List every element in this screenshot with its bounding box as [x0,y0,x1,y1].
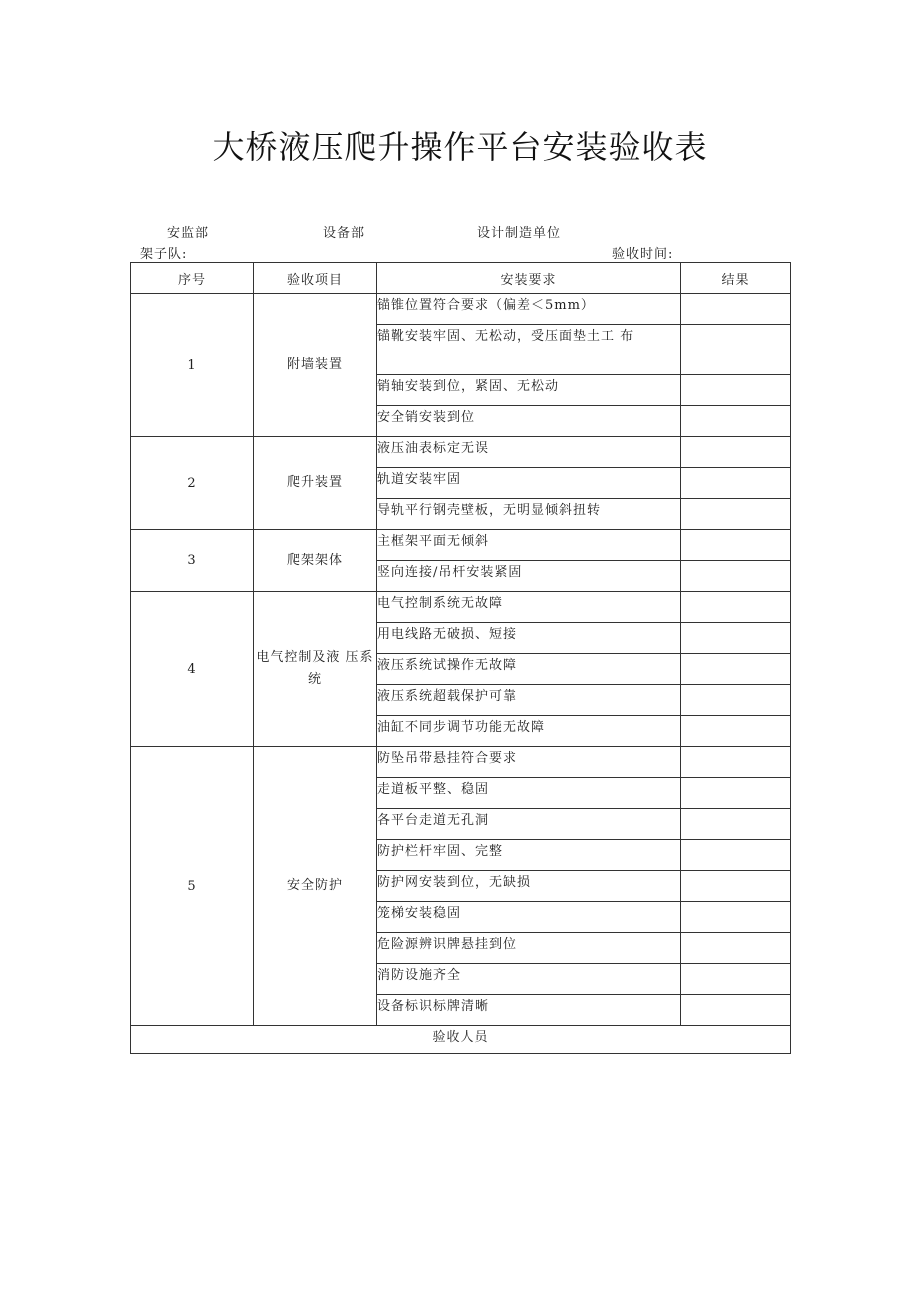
seq-cell: 1 [131,294,254,437]
result-cell[interactable] [681,325,791,375]
requirement-cell: 导轨平行钢壳壁板，无明显倾斜扭转 [377,499,681,530]
requirement-cell: 主框架平面无倾斜 [377,530,681,561]
result-cell[interactable] [681,294,791,325]
table-row [131,592,791,623]
result-cell[interactable] [681,964,791,995]
requirement-cell: 锚锥位置符合要求（偏差＜5mm） [377,294,681,325]
result-cell[interactable] [681,747,791,778]
requirement-cell: 笼梯安装稳固 [377,902,681,933]
requirement-cell: 防护栏杆牢固、完整 [377,840,681,871]
requirement-cell: 安全销安装到位 [377,406,681,437]
team-label: 架子队: [140,247,188,262]
result-cell[interactable] [681,685,791,716]
result-cell[interactable] [681,871,791,902]
dept-shebeibu-label: 设备部 [323,226,366,241]
result-cell[interactable] [681,778,791,809]
result-cell[interactable] [681,840,791,871]
requirement-cell: 锚靴安装牢固、无松动，受压面垫土工 布 [377,325,681,375]
table-row [131,294,791,325]
table-row [131,530,791,561]
requirement-cell: 各平台走道无孔洞 [377,809,681,840]
result-cell[interactable] [681,623,791,654]
requirement-cell: 防坠吊带悬挂符合要求 [377,747,681,778]
col-header-requirement: 安装要求 [377,263,681,294]
requirement-cell: 用电线路无破损、短接 [377,623,681,654]
seq-cell: 2 [131,437,254,530]
col-header-seq: 序号 [131,263,254,294]
table-row [131,747,791,778]
result-cell[interactable] [681,995,791,1026]
item-cell: 电气控制及液 压系统 [254,592,377,747]
table-footer-row [131,1026,791,1054]
seq-cell: 5 [131,747,254,1026]
requirement-cell: 液压油表标定无误 [377,437,681,468]
requirement-cell: 消防设施齐全 [377,964,681,995]
requirement-cell: 走道板平整、稳固 [377,778,681,809]
result-cell[interactable] [681,716,791,747]
result-cell[interactable] [681,654,791,685]
seq-cell: 4 [131,592,254,747]
acceptance-table [130,262,791,1054]
result-cell[interactable] [681,406,791,437]
result-cell[interactable] [681,933,791,964]
item-cell: 爬升装置 [254,437,377,530]
result-cell[interactable] [681,809,791,840]
requirement-cell: 轨道安装牢固 [377,468,681,499]
inspectors-label: 验收人员 [131,1026,791,1054]
acceptance-time-label: 验收时间: [612,247,674,262]
result-cell[interactable] [681,499,791,530]
result-cell[interactable] [681,468,791,499]
result-cell[interactable] [681,592,791,623]
dept-anjianbu-label: 安监部 [167,226,210,241]
requirement-cell: 销轴安装到位，紧固、无松动 [377,375,681,406]
item-cell: 安全防护 [254,747,377,1026]
page-title: 大桥液压爬升操作平台安装验收表 [212,128,708,166]
requirement-cell: 防护网安装到位，无缺损 [377,871,681,902]
requirement-cell: 竖向连接/吊杆安装紧固 [377,561,681,592]
table-row [131,437,791,468]
item-cell: 附墙装置 [254,294,377,437]
design-unit-label: 设计制造单位 [477,226,562,241]
result-cell[interactable] [681,561,791,592]
table-header-row [131,263,791,294]
requirement-cell: 液压系统试操作无故障 [377,654,681,685]
item-cell: 爬架架体 [254,530,377,592]
col-header-item: 验收项目 [254,263,377,294]
requirement-cell: 液压系统超载保护可靠 [377,685,681,716]
result-cell[interactable] [681,437,791,468]
requirement-cell: 电气控制系统无故障 [377,592,681,623]
result-cell[interactable] [681,530,791,561]
result-cell[interactable] [681,375,791,406]
seq-cell: 3 [131,530,254,592]
col-header-result: 结果 [681,263,791,294]
requirement-cell: 设备标识标牌清晰 [377,995,681,1026]
requirement-cell: 油缸不同步调节功能无故障 [377,716,681,747]
result-cell[interactable] [681,902,791,933]
requirement-cell: 危险源辨识牌悬挂到位 [377,933,681,964]
